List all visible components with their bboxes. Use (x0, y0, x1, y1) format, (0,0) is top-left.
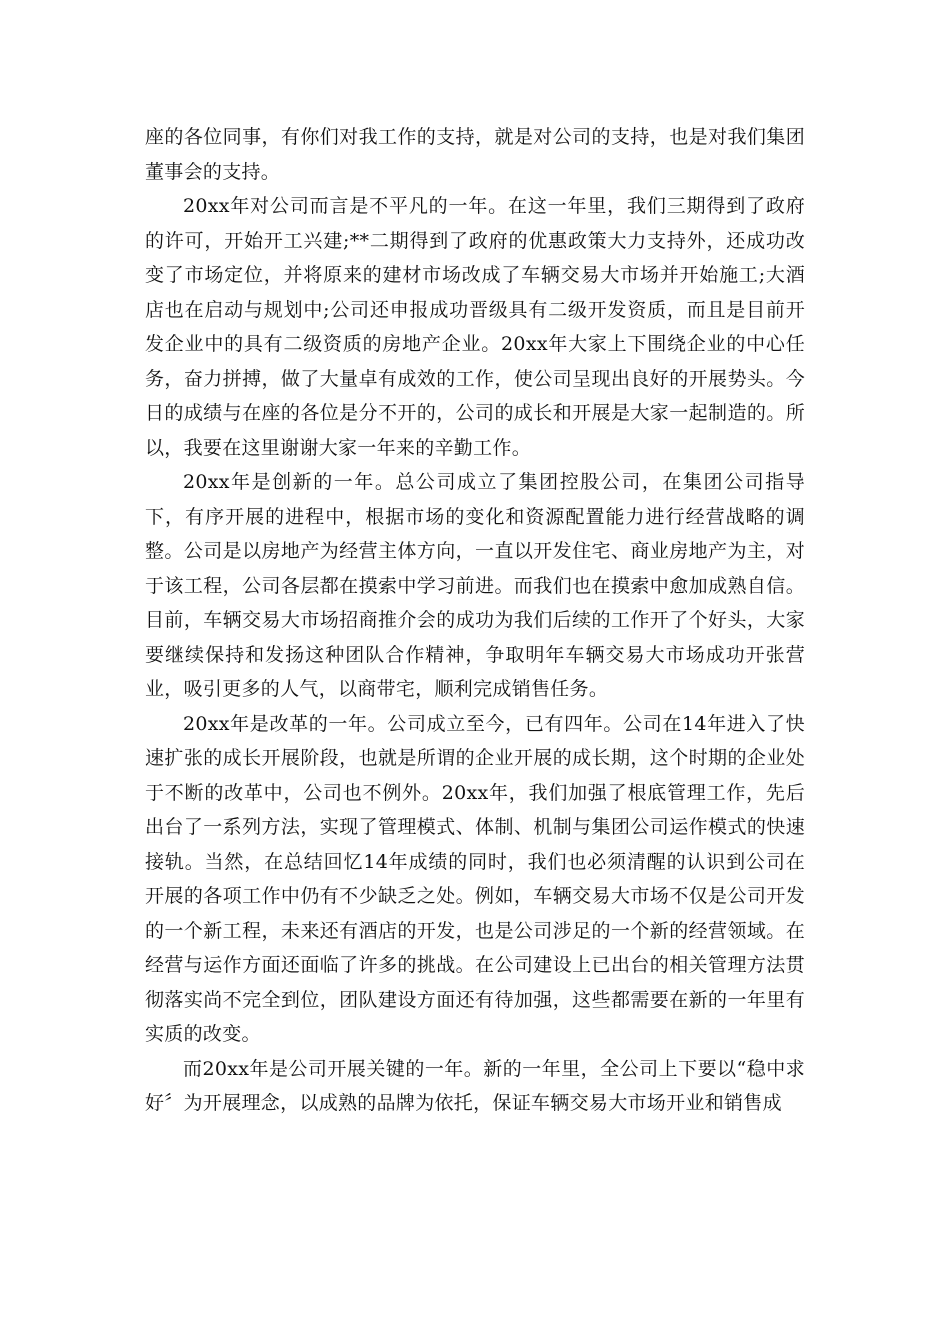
paragraph-5: 而20xx年是公司开展关键的一年。新的一年里，全公司上下要以“稳中求好〞为开展理念，以成熟的品牌为依托，保证车辆交易大市场开业和销售成 (145, 1057, 805, 1114)
paragraph-2: 20xx年对公司而言是不平凡的一年。在这一年里，我们三期得到了政府的许可，开始开工兴建;**二期得到了政府的优惠政策大力支持外，还成功改变了市场定位，并将原来的建材市场改成了车辆交易大市场并开始施工;大酒店也在启动与规划中;公司还申报成功晋级具有二级开发资质，而且是目前开发企业中的具有二级资质的房地产企业。20xx年大家上下围绕企业的中心任务，奋力拼搏，做了大量卓有成效的工作，使公司呈现出良好的开展势头。今日的成绩与在座的各位是分不开的，公司的成长和开展是大家一起制造的。所以，我要在这里谢谢大家一年来的辛勤工作。 (145, 195, 805, 459)
document-page (145, 120, 805, 1121)
paragraph-4: 20xx年是改革的一年。公司成立至今，已有四年。公司在14年进入了快速扩张的成长开展阶段，也就是所谓的企业开展的成长期，这个时期的企业处于不断的改革中，公司也不例外。20xx年，我们加强了根底管理工作，先后出台了一系列方法，实现了管理模式、体制、机制与集团公司运作模式的快速接轨。当然，在总结回忆14年成绩的同时，我们也必须清醒的认识到公司在开展的各项工作中仍有不少缺乏之处。例如，车辆交易大市场不仅是公司开发的一个新工程，未来还有酒店的开发，也是公司涉足的一个新的经营领域。在经营与运作方面还面临了许多的挑战。在公司建设上已出台的相关管理方法贯彻落实尚不完全到位，团队建设方面还有待加强，这些都需要在新的一年里有实质的改变。 (145, 712, 805, 1045)
paragraph-continued: 座的各位同事，有你们对我工作的支持，就是对公司的支持，也是对我们集团董事会的支持。 (145, 126, 805, 183)
paragraph-3: 20xx年是创新的一年。总公司成立了集团控股公司，在集团公司指导下，有序开展的进程中，根据市场的变化和资源配置能力进行经营战略的调整。公司是以房地产为经营主体方向，一直以开发住宅、商业房地产为主，对于该工程，公司各层都在摸索中学习前进。而我们也在摸索中愈加成熟自信。目前，车辆交易大市场招商推介会的成功为我们后续的工作开了个好头，大家要继续保持和发扬这种团队合作精神，争取明年车辆交易大市场成功开张营业，吸引更多的人气，以商带宅，顺利完成销售任务。 (145, 471, 805, 700)
